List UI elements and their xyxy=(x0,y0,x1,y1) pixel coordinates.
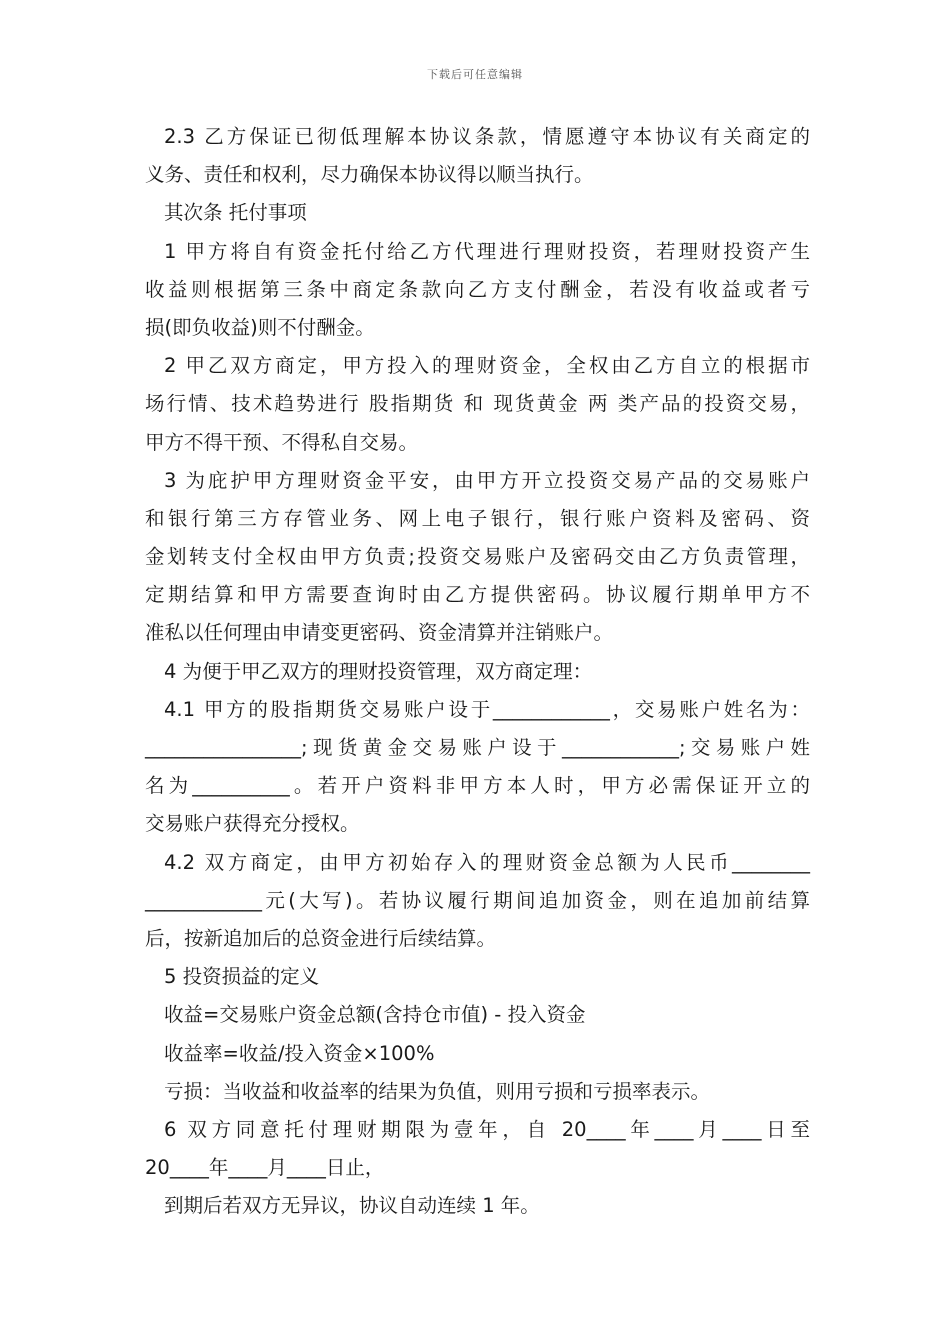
paragraph-line: 和银行第三方存管业务、网上电子银行，银行账户资料及密码、资 xyxy=(145,506,810,530)
paragraph-line: 4.2 双方商定，由甲方初始存入的理财资金总额为人民币________ xyxy=(164,850,810,874)
paragraph-line: 定期结算和甲方需要查询时由乙方提供密码。协议履行期单甲方不 xyxy=(145,583,810,607)
page-header: 下载后可任意编辑 xyxy=(427,68,523,81)
formula-line: 收益率=收益/投入资金×100% xyxy=(164,1041,435,1065)
paragraph-line: 名为__________。若开户资料非甲方本人时，甲方必需保证开立的 xyxy=(145,774,810,798)
paragraph-line: 后，按新追加后的总资金进行后续结算。 xyxy=(145,926,497,950)
paragraph-line: 6 双方同意托付理财期限为壹年，自 20____年____月____日至 xyxy=(164,1117,810,1141)
paragraph-line: 甲方不得干预、不得私自交易。 xyxy=(145,430,419,454)
formula-line: 收益=交易账户资金总额(含持仓市值) - 投入资金 xyxy=(164,1003,586,1027)
paragraph-line: 准私以任何理由申请变更密码、资金清算并注销账户。 xyxy=(145,621,614,645)
paragraph-line: 2 甲乙双方商定，甲方投入的理财资金，全权由乙方自立的根据市 xyxy=(164,354,810,378)
paragraph-line: ________________;现货黄金交易账户设于____________;交易账户姓 xyxy=(145,736,810,759)
paragraph-line: 到期后若双方无异议，协议自动连续 1 年。 xyxy=(164,1194,540,1218)
paragraph-line: 1 甲方将自有资金托付给乙方代理进行理财投资，若理财投资产生 xyxy=(164,239,810,263)
document-body xyxy=(145,118,810,1225)
paragraph-line: 亏损：当收益和收益率的结果为负值，则用亏损和亏损率表示。 xyxy=(164,1079,711,1103)
paragraph-line: 4 为便于甲乙双方的理财投资管理，双方商定理： xyxy=(164,659,593,683)
paragraph-line: ____________元(大写)。若协议履行期间追加资金，则在追加前结算 xyxy=(145,888,810,912)
section-heading: 其次条 托付事项 xyxy=(164,201,307,225)
paragraph-line: 4.1 甲方的股指期货交易账户设于____________，交易账户姓名为： xyxy=(164,697,810,721)
paragraph-line: 2.3 乙方保证已彻低理解本协议条款，情愿遵守本协议有关商定的 xyxy=(164,125,810,148)
paragraph-line: 20____年____月____日止， xyxy=(145,1156,385,1180)
paragraph-line: 损(即负收益)则不付酬金。 xyxy=(145,315,375,339)
paragraph-line: 场行情、技术趋势进行 股指期货 和 现货黄金 两 类产品的投资交易， xyxy=(145,392,810,416)
paragraph-line: 3 为庇护甲方理财资金平安，由甲方开立投资交易产品的交易账户 xyxy=(164,468,810,492)
paragraph-line: 金划转支付全权由甲方负责;投资交易账户及密码交由乙方负责管理， xyxy=(145,545,810,569)
paragraph-line: 收益则根据第三条中商定条款向乙方支付酬金，若没有收益或者亏 xyxy=(145,277,810,301)
paragraph-line: 义务、责任和权利，尽力确保本协议得以顺当执行。 xyxy=(145,163,594,187)
paragraph-line: 交易账户获得充分授权。 xyxy=(145,812,360,836)
section-heading: 5 投资损益的定义 xyxy=(164,965,320,989)
